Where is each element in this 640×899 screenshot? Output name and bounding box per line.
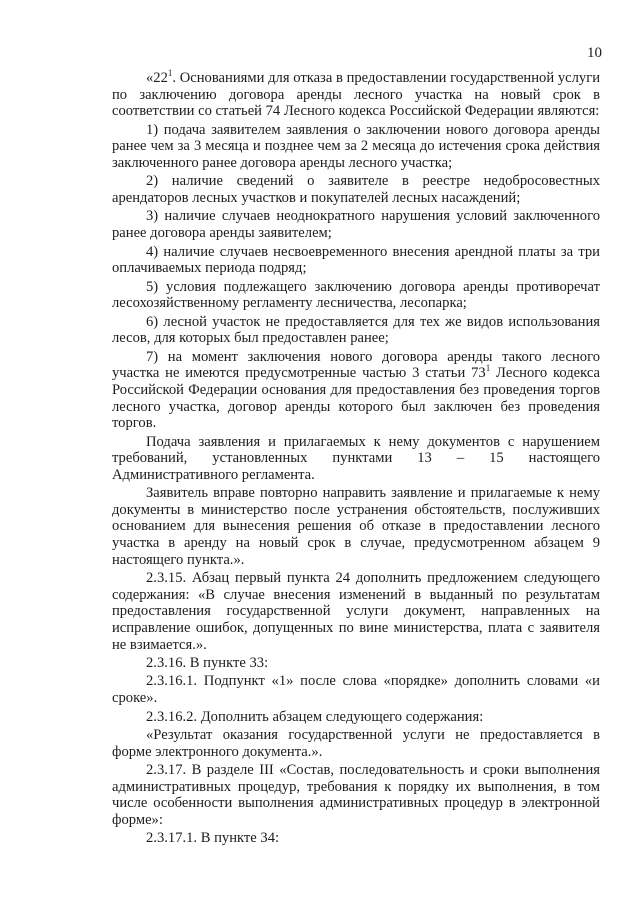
list-item-3: 3) наличие случаев неоднократного нарушения условий заключенного ранее договора аренды заявителем; — [112, 208, 600, 242]
paragraph-reapply: Заявитель вправе повторно направить заявление и прилагаемые к нему документы в министерство после устранения обстоятельств, послуживших основанием для вынесения решения об отказе в предоставлении лесного участка в аренду на новый срок в случае, предусмотренном абзацем 9 настоящего пункта.». — [112, 485, 600, 568]
page-number: 10 — [587, 45, 602, 61]
list-item-7: 7) на момент заключения нового договора аренды такого лесного участка не имеются предусмотренные частью 3 статьи $73^1$ Лесного кодекса Российской Федерации основания для предоставления без проведения торгов лесного участка, договор аренды которого был заключен без проведения торгов. — [112, 348, 600, 432]
paragraph-2-3-16-1: 2.3.16.1. Подпункт «1» после слова «порядке» дополнить словами «и сроке». — [112, 673, 600, 707]
list-item-6: 6) лесной участок не предоставляется для тех же видов использования лесов, для которых был предоставлен ранее; — [112, 313, 600, 347]
paragraph-2-3-16: 2.3.16. В пункте 33: — [146, 654, 269, 671]
paragraph-22-1: «$22^1$. Основаниями для отказа в предоставлении государственной услуги по заключению договора аренды лесного участка на новый срок в соответствии со статьей 74 Лесного кодекса Российской Федерации являются: — [112, 68, 600, 120]
list-item-2: 2) наличие сведений о заявителе в реестре недобросовестных арендаторов лесных участков и покупателей лесных насаждений; — [112, 173, 600, 206]
list-item-4: 4) наличие случаев несвоевременного внесения арендной платы за три оплачиваемых периода подряд; — [112, 243, 600, 277]
paragraph-filing-violation: Подача заявления и прилагаемых к нему документов с нарушением требований, установленных пунктами 13 – 15 настоящего Административного регламента. — [112, 433, 600, 483]
paragraph-2-3-16-2: 2.3.16.2. Дополнить абзацем следующего содержания: — [146, 708, 484, 725]
paragraph-quote-result: «Результат оказания государственной услуги не предоставляется в форме электронного документа.». — [112, 727, 600, 760]
paragraph-2-3-17-1: 2.3.17.1. В пункте 34: — [146, 830, 280, 847]
list-item-1: 1) подача заявителем заявления о заключении нового договора аренды ранее чем за 3 месяца и позднее чем за 2 месяца до истечения срока действия заключенного ранее договора аренды лесного участка; — [112, 121, 600, 171]
list-item-5: 5) условия подлежащего заключению договора аренды противоречат лесохозяйственному регламенту лесничества, лесопарка; — [112, 278, 600, 312]
paragraph-2-3-17: 2.3.17. В разделе III «Состав, последовательность и сроки выполнения административных процедур, требования к порядку их выполнения, в том числе особенности выполнения административных процедур в электронной форме»: — [112, 762, 600, 828]
paragraph-2-3-15: 2.3.15. Абзац первый пункта 24 дополнить предложением следующего содержания: «В случае внесения изменений в выданный по результатам предоставления государственной услуги документ, направленных на исправление ошибок, допущенных по вине министерства, плата с заявителя не взимается.». — [112, 570, 600, 653]
document-body — [112, 70, 600, 849]
